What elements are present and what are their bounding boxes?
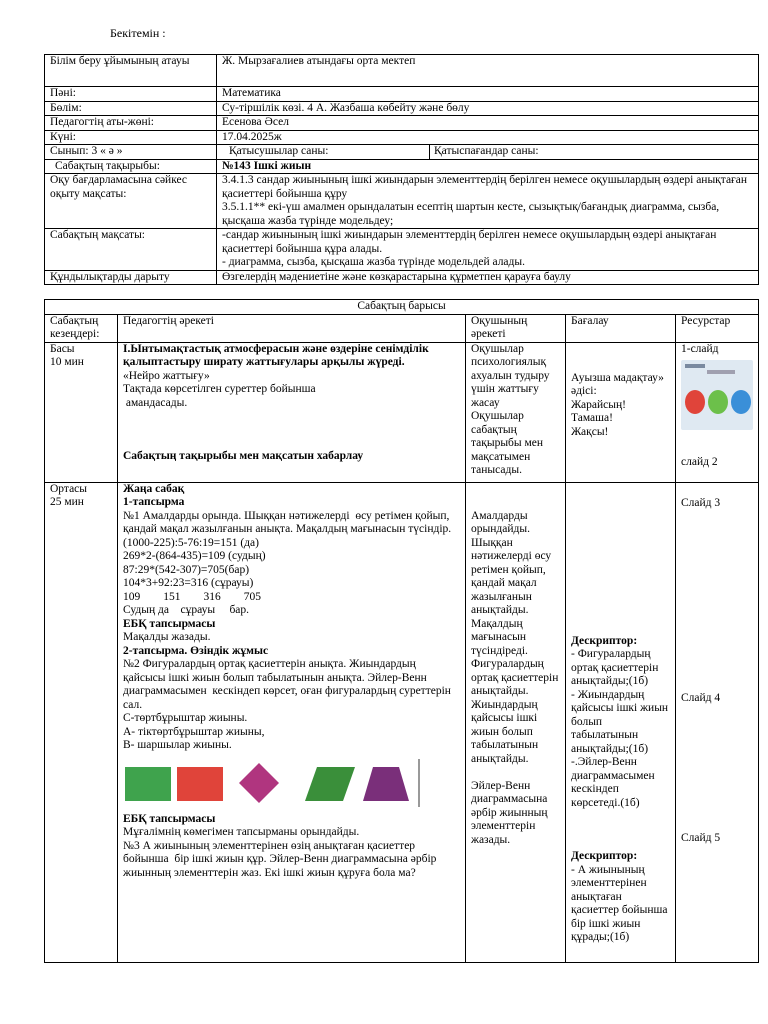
teacher-value: Есенова Әсел bbox=[217, 116, 759, 131]
green-rectangle bbox=[125, 767, 171, 801]
lesson-table bbox=[44, 299, 759, 963]
progress-title: Сабақтың барысы bbox=[45, 300, 759, 315]
header-teacher: Педагогтің әрекеті bbox=[118, 314, 466, 342]
present-label: Қатысушылар саны: bbox=[217, 145, 430, 160]
res-slide-1: 1-слайд bbox=[681, 342, 719, 355]
header-stage: Сабақтың кезеңдері: bbox=[45, 314, 118, 342]
ebk1-text: Мақалды жазады. bbox=[123, 631, 211, 643]
start-student: Оқушылар психологиялық ахуалын тудыру үшін жаттығу жасау Оқушылар сабақтың тақырыбы мен мақсатымен танысады. bbox=[466, 342, 566, 482]
desc1-title: Дескриптор: bbox=[571, 634, 638, 647]
date-label: Күні: bbox=[45, 130, 217, 145]
org-label: Білім беру ұйымының атауы bbox=[45, 55, 217, 87]
hand-icon-red bbox=[685, 390, 705, 414]
green-parallelogram bbox=[305, 767, 355, 801]
middle-resources bbox=[676, 482, 759, 962]
class-label: Сынып: 3 « ә » bbox=[45, 145, 217, 160]
start-resources bbox=[676, 342, 759, 482]
shapes-svg bbox=[123, 759, 423, 811]
middle-teacher bbox=[118, 482, 466, 962]
hand-icon-blue bbox=[731, 390, 751, 414]
start-assess: Ауызша мадақтау» әдісі: Жарайсың! Тамаша! Жақсы! bbox=[566, 342, 676, 482]
task2-text: №2 Фигуралардың ортақ қасиеттерін анықта. Жиындардың қайсысы ішкі жиын болып табылатынын анықта. Эйлер-Венн диаграммасымен кескіндеп көрсет, оған фигуралардың суреттерін сал. С-төртбұрыштар жиыны. А- тіктөртбұрыштар жиыны, В- шаршылар жиыны. bbox=[123, 658, 451, 751]
slide-1-thumbnail bbox=[681, 360, 753, 430]
values-value: Өзгелердің мәдениетіне және көзқарастарына құрметпен қарауға баулу bbox=[217, 270, 759, 285]
date-value: 17.04.2025ж bbox=[217, 130, 759, 145]
section-label: Бөлім: bbox=[45, 101, 217, 116]
task1-title: 1-тапсырма bbox=[123, 496, 185, 508]
desc2-title: Дескриптор: bbox=[571, 850, 638, 862]
start-footer: Сабақтың тақырыбы мен мақсатын хабарлау bbox=[123, 450, 364, 462]
topic-label: Сабақтың тақырыбы: bbox=[45, 159, 217, 174]
values-label: Құндылықтарды дарыту bbox=[45, 270, 217, 285]
hand-icon-green bbox=[708, 390, 728, 414]
goal-1: 3.4.1.3 сандар жиынының ішкі жиындарын элементтердің берілген немесе оқушылардың өздері анықтаған қасиеттері бойынша құру bbox=[222, 174, 748, 200]
task2-title: 2-тапсырма. Өзіндік жұмыс bbox=[123, 644, 269, 657]
res-slide-2: слайд 2 bbox=[681, 456, 718, 468]
middle-student: Амалдарды орындайды. Шыққан нәтижелерді өсу ретімен қойып, қандай мақал жазылғанын анықтайды. Мақалдың мағынасын түсіндіреді. Фигуралардың ортақ қасиеттерін анықтайды. Жиындардың қайсысы ішкі жиын болып табылатынын анықтайды. Эйлер-Венн диаграммасына әрбір жиынның элементтерін жазады. bbox=[466, 482, 566, 962]
absent-label: Қатыспағандар саны: bbox=[430, 145, 759, 160]
header-assess: Бағалау bbox=[566, 314, 676, 342]
org-value: Ж. Мырзағалиев атындағы орта мектеп bbox=[217, 55, 759, 87]
new-lesson-title: Жаңа сабақ bbox=[123, 482, 185, 495]
subject-label: Пәні: bbox=[45, 87, 217, 102]
res-slide-4: Слайд 4 bbox=[681, 692, 721, 704]
header-student: Оқушының әрекеті bbox=[466, 314, 566, 342]
info-table bbox=[44, 54, 759, 285]
red-rectangle bbox=[177, 767, 223, 801]
aim-2: - диаграмма, сызба, қысқаша жазба түрінде модельдей алады. bbox=[222, 256, 525, 268]
subject-value: Математика bbox=[217, 87, 759, 102]
section-value: Су-тіршілік көзі. 4 А. Жазбаша көбейту және бөлу bbox=[217, 101, 759, 116]
middle-stage: Ортасы 25 мин bbox=[45, 482, 118, 962]
middle-assess bbox=[566, 482, 676, 962]
start-stage: Басы 10 мин bbox=[45, 342, 118, 482]
goals-value bbox=[217, 174, 759, 229]
desc2-text: - А жиынының элементтерінен анықтаған қасиеттер бойынша бір ішкі жиын құрады;(1б) bbox=[571, 863, 668, 943]
shapes-figure bbox=[123, 759, 460, 811]
header-resources: Ресурстар bbox=[676, 314, 759, 342]
task1-text: №1 Амалдарды орында. Шыққан нәтижелерді өсу ретімен қойып, қандай мақал жазылғанын анықта. Мақалдың мағынасын түсіндір. (1000-225):5-76:19=151 (да) 269*2-(864-435)=109 (судың) 87:29*(542-307)=705(бар) 104*3+92:23=316 (сұрауы) 109 151 316 705 Судың да сұрауы бар. bbox=[123, 509, 452, 616]
start-text: «Нейро жаттығу» Тақтада көрсетілген суреттер бойынша амандасады. bbox=[123, 369, 316, 409]
topic-value: №143 Ішкі жиын bbox=[217, 159, 759, 174]
ebk1-title: ЕБҚ тапсырмасы bbox=[123, 617, 216, 630]
aim-value bbox=[217, 229, 759, 271]
ebk2-text: Мұғалімнің көмегімен тапсырманы орындайды. №3 А жиынының элементтерінен өзің анықтаған қасиеттер бойынша бір ішкі жиын құр. Эйлер-Венн диаграммасына әрбір жиынның элементтерін жаз. Екі ішкі жиын құруға бола ма? bbox=[123, 826, 437, 879]
res-slide-5: Слайд 5 bbox=[681, 831, 721, 844]
approve-label: Бекітемін : bbox=[110, 26, 166, 40]
res-slide-3: Слайд 3 bbox=[681, 496, 721, 509]
purple-trapezoid bbox=[363, 767, 409, 801]
start-heading: І.Ынтымақтастық атмосферасын және өздеріне сенімділік қалыптастыру ширату жаттығулары арқылы жүреді. bbox=[123, 342, 429, 368]
teacher-label: Педагогтің аты-жөні: bbox=[45, 116, 217, 131]
purple-rhombus bbox=[239, 763, 279, 803]
aim-label: Сабақтың мақсаты: bbox=[45, 229, 217, 271]
desc1-text: - Фигуралардың ортақ қасиеттерін анықтайды;(1б) - Жиындардың қайсысы ішкі жиын болып табылатынын анықтайды;(1б) -.Эйлер-Венн диаграммасымен кескіндеп көрсетеді.(1б) bbox=[571, 648, 669, 809]
start-teacher bbox=[118, 342, 466, 482]
goals-label: Оқу бағдарламасына сәйкес оқыту мақсаты: bbox=[45, 174, 217, 229]
ebk2-title: ЕБҚ тапсырмасы bbox=[123, 812, 216, 825]
goal-2: 3.5.1.1** екі-үш амалмен орындалатын есептің шартын кесте, сызықтық/бағандық диаграмма, сызба, қысқаша жазба түрінде модельдеу; bbox=[222, 201, 720, 227]
aim-1: -сандар жиынының ішкі жиындарын элементтердің берілген немесе оқушылардың өздері анықтаған қасиеттері бойынша құра алады. bbox=[222, 229, 717, 255]
